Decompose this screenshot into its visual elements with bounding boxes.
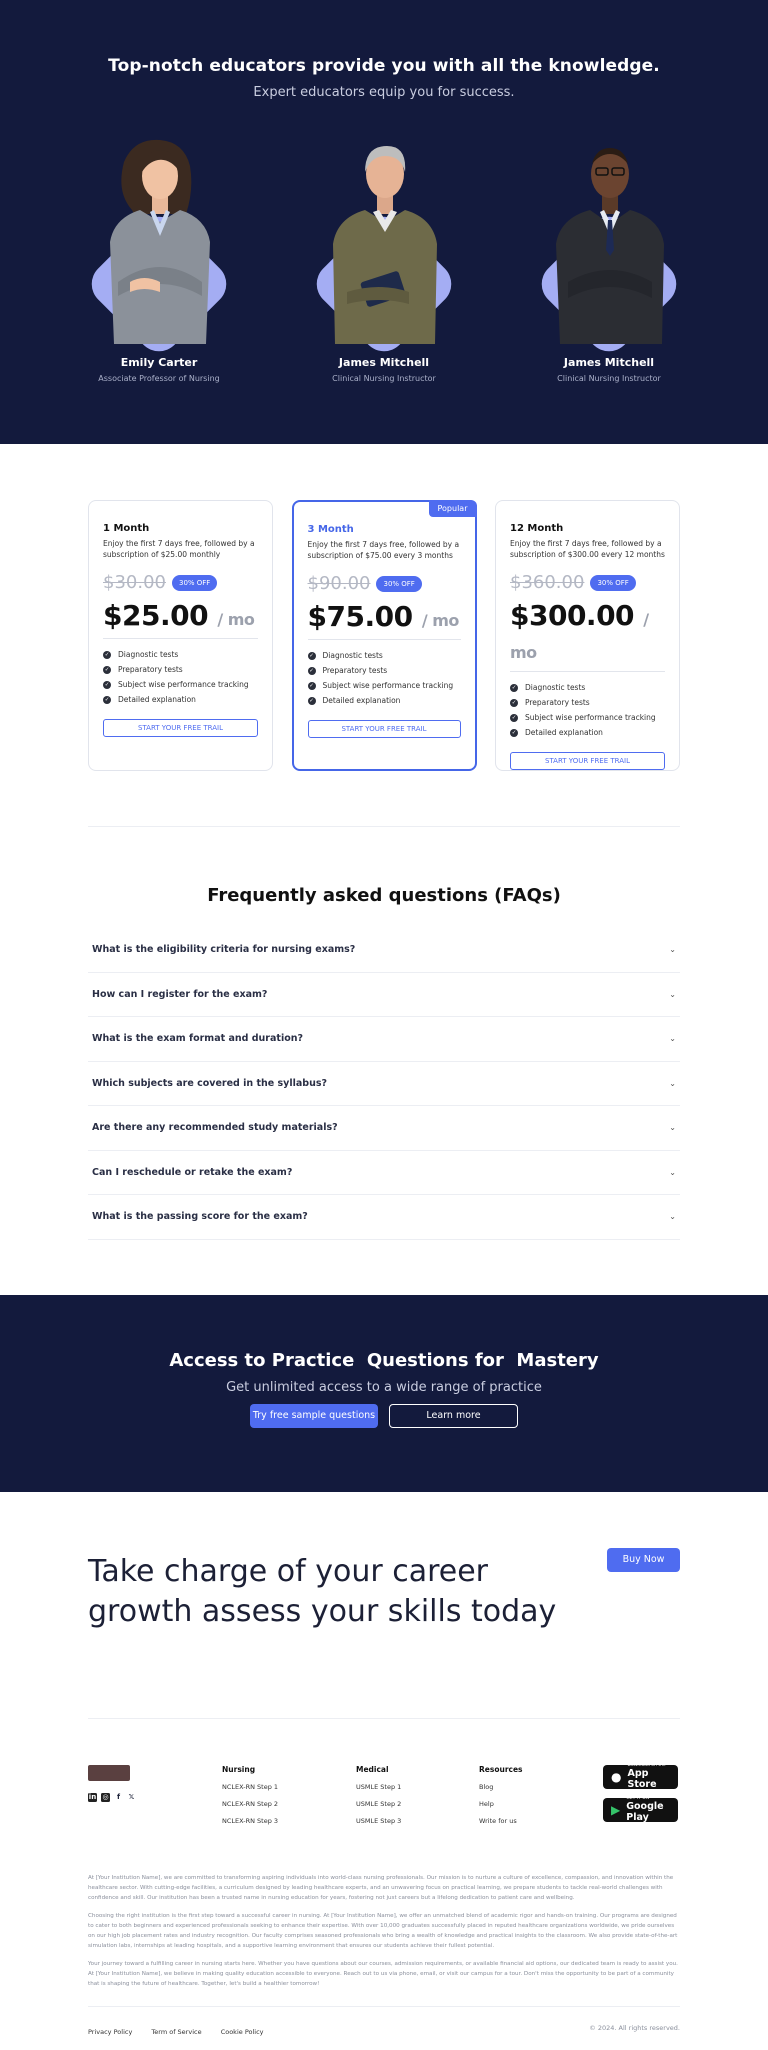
footer-column-title: Nursing bbox=[222, 1764, 256, 1774]
educators-title: Top-notch educators provide you with all the knowledge. bbox=[108, 56, 660, 76]
apple-icon: ● bbox=[611, 1769, 622, 1784]
plan-description: Enjoy the first 7 days free, followed by a subscription of $25.00 monthly bbox=[103, 539, 255, 559]
copyright: © 2024. All rights reserved. bbox=[589, 2024, 680, 2032]
faq-item[interactable]: How can I register for the exam? ⌄ bbox=[88, 973, 680, 1018]
educator-role: Associate Professor of Nursing bbox=[98, 374, 220, 383]
educator-role: Clinical Nursing Instructor bbox=[557, 374, 661, 383]
logo[interactable] bbox=[88, 1765, 130, 1781]
feature-item: ✓ Detailed explanation bbox=[309, 696, 401, 705]
try-sample-questions-button[interactable]: Try free sample questions bbox=[250, 1404, 378, 1428]
plan-card-3-month bbox=[292, 500, 477, 771]
check-icon: ✓ bbox=[104, 681, 110, 688]
plan-description: Enjoy the first 7 days free, followed by a subscription of $75.00 every 3 months bbox=[307, 540, 460, 560]
educator-role: Clinical Nursing Instructor bbox=[332, 374, 436, 383]
footer-link[interactable]: NCLEX-RN Step 1 bbox=[222, 1782, 279, 1791]
feature-item: ✓ Subject wise performance tracking bbox=[104, 680, 249, 689]
faq-item[interactable]: Can I reschedule or retake the exam? ⌄ bbox=[88, 1151, 680, 1196]
plan-description: Enjoy the first 7 days free, followed by a subscription of $300.00 every 12 months bbox=[510, 539, 665, 559]
footer-link[interactable]: NCLEX-RN Step 2 bbox=[222, 1799, 279, 1808]
cta-title: Access to Practice Questions for Mastery bbox=[169, 1349, 599, 1371]
discount-badge: 30% OFF bbox=[376, 576, 421, 592]
check-icon: ✓ bbox=[309, 667, 314, 674]
practice-cta-section bbox=[0, 1295, 768, 1492]
feature-item: ✓ Diagnostic tests bbox=[511, 683, 586, 692]
educators-section bbox=[0, 0, 768, 444]
career-title: Take charge of your career growth assess your skills today bbox=[88, 1553, 557, 1629]
discount-badge: 30% OFF bbox=[590, 575, 635, 591]
legal-paragraph: Your journey toward a fulfilling career in nursing starts here. Whether you have questions about our courses, admission requirements, or available financial aid options, our dedicated team is ready to assist you. At [Your Institution Name], we believe in making quality education accessible to everyone. Reach out to us via phone, email, or visit our campus for a tour. Don't miss the opportunity to be part of a community that is shaping the future of healthcare. Together, let's build a healthier tomorrow! bbox=[88, 1960, 678, 1987]
chevron-down-icon: ⌄ bbox=[669, 1034, 676, 1044]
educator-photo bbox=[524, 132, 694, 344]
footer-column-medical bbox=[356, 1765, 401, 1825]
footer-link[interactable]: Help bbox=[479, 1799, 494, 1808]
facebook-icon[interactable]: f bbox=[116, 1792, 121, 1801]
plan-period: / mo bbox=[217, 610, 255, 629]
terms-of-service-link[interactable]: Term of Service bbox=[151, 2027, 202, 2036]
plan-price: $300.00 / mo bbox=[510, 599, 649, 662]
chevron-down-icon: ⌄ bbox=[669, 989, 676, 999]
plan-price: $25.00 / mo bbox=[103, 599, 255, 632]
discount-badge: 30% OFF bbox=[172, 575, 217, 591]
footer-link[interactable]: USMLE Step 2 bbox=[356, 1799, 402, 1808]
cookie-policy-link[interactable]: Cookie Policy bbox=[220, 2027, 264, 2036]
legal-text bbox=[88, 1873, 680, 1989]
footer-link[interactable]: USMLE Step 3 bbox=[356, 1816, 402, 1825]
google-play-icon: ▶ bbox=[611, 1802, 621, 1817]
start-free-trial-button[interactable]: START YOUR FREE TRAIL bbox=[510, 752, 665, 770]
x-icon[interactable]: 𝕏 bbox=[128, 1792, 135, 1801]
career-section bbox=[88, 1492, 680, 1672]
footer-column-resources bbox=[479, 1765, 523, 1825]
plan-period: / mo bbox=[510, 610, 649, 662]
plan-card-1-month bbox=[88, 500, 273, 771]
instagram-icon[interactable]: ◎ bbox=[102, 1792, 109, 1801]
feature-item: ✓ Detailed explanation bbox=[511, 728, 603, 737]
feature-item: ✓ Subject wise performance tracking bbox=[309, 681, 454, 690]
faq-item[interactable]: Which subjects are covered in the syllabus? ⌄ bbox=[88, 1062, 680, 1107]
check-icon: ✓ bbox=[511, 714, 517, 721]
plan-old-price: $360.00 bbox=[510, 572, 585, 593]
faq-item[interactable]: What is the passing score for the exam? ⌄ bbox=[88, 1195, 680, 1240]
educator-name: James Mitchell bbox=[338, 356, 430, 369]
faq-item[interactable]: What is the exam format and duration? ⌄ bbox=[88, 1017, 680, 1062]
plan-old-price: $30.00 bbox=[103, 572, 166, 593]
google-play-button[interactable]: ▶ GET IT ON Google Play bbox=[603, 1798, 678, 1822]
learn-more-button[interactable]: Learn more bbox=[389, 1404, 518, 1428]
faq-list bbox=[88, 928, 680, 1240]
chevron-down-icon: ⌄ bbox=[669, 1078, 676, 1088]
check-icon: ✓ bbox=[511, 684, 517, 691]
check-icon: ✓ bbox=[104, 666, 110, 673]
plan-period: / mo bbox=[421, 611, 459, 630]
feature-item: ✓ Preparatory tests bbox=[511, 698, 590, 707]
plan-old-price: $90.00 bbox=[307, 573, 371, 594]
check-icon: ✓ bbox=[309, 652, 314, 659]
footer-column-title: Resources bbox=[479, 1764, 523, 1774]
feature-item: ✓ Preparatory tests bbox=[104, 665, 183, 674]
plan-name: 3 Month bbox=[307, 524, 354, 535]
plan-name: 12 Month bbox=[510, 523, 564, 534]
footer-link[interactable]: NCLEX-RN Step 3 bbox=[222, 1816, 279, 1825]
plan-price: $75.00 / mo bbox=[307, 600, 459, 633]
popular-badge: Popular bbox=[429, 500, 477, 517]
check-icon: ✓ bbox=[511, 729, 517, 736]
chevron-down-icon: ⌄ bbox=[669, 1167, 676, 1177]
check-icon: ✓ bbox=[309, 682, 314, 689]
feature-item: ✓ Diagnostic tests bbox=[309, 651, 383, 660]
buy-now-button[interactable]: Buy Now bbox=[607, 1548, 680, 1572]
chevron-down-icon: ⌄ bbox=[669, 945, 676, 955]
educator-card bbox=[74, 132, 244, 383]
faq-title: Frequently asked questions (FAQs) bbox=[207, 885, 561, 906]
check-icon: ✓ bbox=[309, 697, 314, 704]
check-icon: ✓ bbox=[104, 696, 110, 703]
feature-item: ✓ Subject wise performance tracking bbox=[511, 713, 656, 722]
feature-item: ✓ Diagnostic tests bbox=[104, 650, 179, 659]
footer-column-nursing bbox=[222, 1765, 278, 1825]
educator-name: Emily Carter bbox=[120, 356, 198, 369]
legal-paragraph: At [Your Institution Name], we are committed to transforming aspiring individuals into world-class nursing professionals. Our mission is to nurture a culture of excellence, compassion, and innovation within the healthcare sector. With cutting-edge facilities, a curriculum designed by leading healthcare experts, and an unwavering focus on practical learning, we prepare students to tackle real-world challenges with confidence and skill. Our institution has been a trusted name in nursing education for years, fostering not just careers but a lifelong dedication to patient care and wellbeing. bbox=[88, 1874, 674, 1901]
pricing-section bbox=[88, 500, 680, 771]
feature-item: ✓ Preparatory tests bbox=[309, 666, 388, 675]
faq-item[interactable]: What is the eligibility criteria for nursing exams? ⌄ bbox=[88, 928, 680, 973]
educator-card bbox=[299, 132, 469, 383]
educator-card bbox=[524, 132, 694, 383]
footer-column-title: Medical bbox=[356, 1764, 389, 1774]
legal-paragraph: Choosing the right institution is the first step toward a successful career in nursing. At [Your Institution Name], we offer an unmatched blend of academic rigor and hands-on training. Our programs are designed to cater to both beginners and experienced professionals seeking to enhance their expertise. With over 10,000 graduates successfully placed in reputed healthcare organizations worldwide, we pride ourselves on our high job placement rates and industry recognition. Our faculty comprises seasoned professionals who bring a wealth of knowledge and practical insights to the classroom. We also provide state-of-the-art simulation labs, internships at leading hospitals, and a supportive learning environment that ensures our students achieve their fullest potential. bbox=[88, 1912, 678, 1949]
start-free-trial-button[interactable]: START YOUR FREE TRAIL bbox=[103, 719, 258, 737]
educator-name: James Mitchell bbox=[563, 356, 655, 369]
footer-link[interactable]: Write for us bbox=[479, 1816, 517, 1825]
chevron-down-icon: ⌄ bbox=[669, 1212, 676, 1222]
educator-photo bbox=[299, 132, 469, 344]
plan-card-12-month bbox=[495, 500, 680, 771]
chevron-down-icon: ⌄ bbox=[669, 1123, 676, 1133]
cta-subtitle: Get unlimited access to a wide range of practice bbox=[226, 1379, 542, 1395]
privacy-policy-link[interactable]: Privacy Policy bbox=[88, 2027, 133, 2036]
section-divider bbox=[88, 826, 680, 827]
linkedin-icon[interactable]: in bbox=[88, 1792, 97, 1801]
footer-link[interactable]: Blog bbox=[479, 1782, 494, 1791]
start-free-trial-button[interactable]: START YOUR FREE TRAIL bbox=[308, 720, 461, 738]
faq-item[interactable]: Are there any recommended study materials? ⌄ bbox=[88, 1106, 680, 1151]
check-icon: ✓ bbox=[104, 651, 110, 658]
social-links bbox=[88, 1793, 140, 1802]
feature-item: ✓ Detailed explanation bbox=[104, 695, 196, 704]
footer-bottom-bar bbox=[88, 2006, 680, 2050]
footer-link[interactable]: USMLE Step 1 bbox=[356, 1782, 402, 1791]
plan-name: 1 Month bbox=[103, 523, 150, 534]
educators-subtitle: Expert educators equip you for success. bbox=[253, 85, 515, 100]
check-icon: ✓ bbox=[511, 699, 517, 706]
app-store-button[interactable]: ● Download on the App Store bbox=[603, 1765, 678, 1789]
educator-photo bbox=[74, 132, 244, 344]
footer bbox=[0, 1719, 768, 2050]
